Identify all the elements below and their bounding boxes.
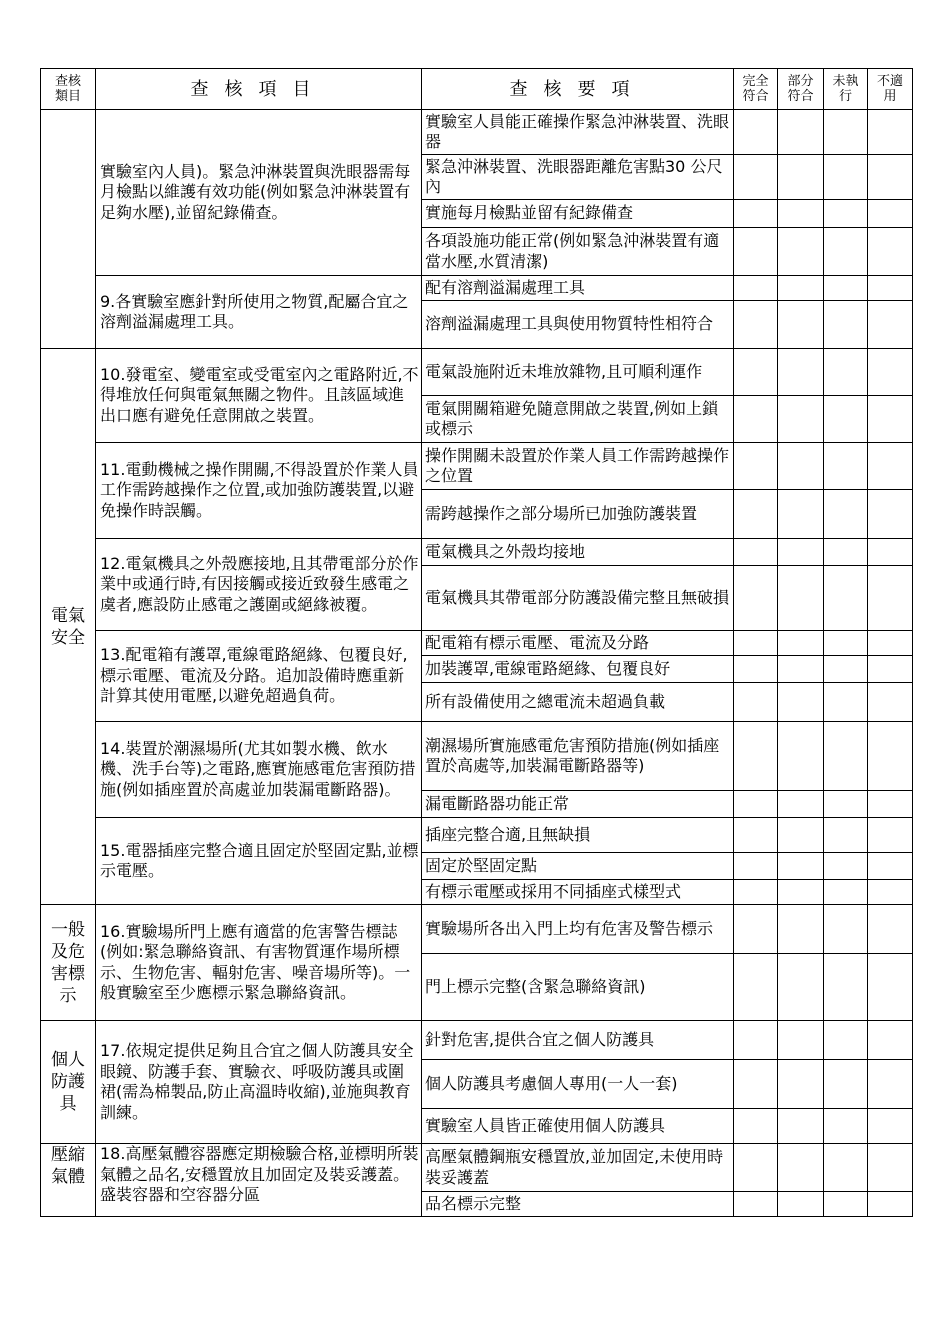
check-partial[interactable]: [778, 818, 824, 853]
check-full[interactable]: [734, 349, 778, 396]
check-na[interactable]: [868, 1144, 913, 1192]
check-not-done[interactable]: [824, 396, 868, 443]
req-cell: 需跨越操作之部分場所已加強防護裝置: [422, 490, 734, 539]
check-partial[interactable]: [778, 396, 824, 443]
check-full[interactable]: [734, 228, 778, 276]
check-not-done[interactable]: [824, 155, 868, 200]
req-cell: 加裝護罩,電線電路絕緣、包覆良好: [422, 656, 734, 683]
header-na: 不適 用: [868, 69, 913, 110]
check-not-done[interactable]: [824, 228, 868, 276]
header-partial: 部分 符合: [778, 69, 824, 110]
check-partial[interactable]: [778, 349, 824, 396]
req-cell: 實驗室人員能正確操作緊急沖淋裝置、洗眼器: [422, 110, 734, 155]
check-partial[interactable]: [778, 1192, 824, 1217]
check-partial[interactable]: [778, 905, 824, 954]
check-partial[interactable]: [778, 539, 824, 566]
req-cell: 電氣機具其帶電部分防護設備完整且無破損: [422, 566, 734, 631]
check-full[interactable]: [734, 1021, 778, 1060]
table-row: [41, 818, 913, 853]
check-not-done[interactable]: [824, 1021, 868, 1060]
item-cell: 15.電器插座完整合適且固定於堅固定點,並標示電壓。: [96, 818, 422, 905]
check-not-done[interactable]: [824, 110, 868, 155]
check-partial[interactable]: [778, 954, 824, 1021]
check-partial[interactable]: [778, 683, 824, 722]
table-row: [41, 631, 913, 656]
check-full[interactable]: [734, 1144, 778, 1192]
check-full[interactable]: [734, 110, 778, 155]
req-cell: 有標示電壓或採用不同插座式樣型式: [422, 880, 734, 905]
table-row: [41, 110, 913, 155]
req-cell: 溶劑溢漏處理工具與使用物質特性相符合: [422, 301, 734, 349]
check-not-done[interactable]: [824, 905, 868, 954]
req-cell: 高壓氣體鋼瓶安穩置放,並加固定,未使用時裝妥護蓋: [422, 1144, 734, 1192]
header-row: [41, 69, 913, 110]
check-partial[interactable]: [778, 301, 824, 349]
check-not-done[interactable]: [824, 880, 868, 905]
check-na[interactable]: [868, 539, 913, 566]
check-not-done[interactable]: [824, 1060, 868, 1109]
check-na[interactable]: [868, 905, 913, 954]
table-row: [41, 349, 913, 396]
req-cell: 實施每月檢點並留有紀錄備查: [422, 200, 734, 228]
check-partial[interactable]: [778, 880, 824, 905]
check-partial[interactable]: [778, 791, 824, 818]
check-full[interactable]: [734, 200, 778, 228]
check-full[interactable]: [734, 539, 778, 566]
item-cell: 10.發電室、變電室或受電室內之電路附近,不得堆放任何與電氣無關之物件。且該區域進出口應有避免任意開啟之裝置。: [96, 349, 422, 443]
req-cell: 潮濕場所實施感電危害預防措施(例如插座置於高處等,加裝漏電斷路器等): [422, 722, 734, 791]
check-partial[interactable]: [778, 1144, 824, 1192]
check-na[interactable]: [868, 228, 913, 276]
req-cell: 電氣開關箱避免隨意開啟之裝置,例如上鎖或標示: [422, 396, 734, 443]
header-requirement: 查核要項: [422, 69, 734, 110]
check-not-done[interactable]: [824, 954, 868, 1021]
check-not-done[interactable]: [824, 722, 868, 791]
req-cell: 固定於堅固定點: [422, 853, 734, 880]
check-full[interactable]: [734, 566, 778, 631]
item-cell: 實驗室內人員)。緊急沖淋裝置與洗眼器需每月檢點以維護有效功能(例如緊急沖淋裝置有足夠水壓),並留紀錄備查。: [96, 110, 422, 276]
check-na[interactable]: [868, 1109, 913, 1144]
check-partial[interactable]: [778, 722, 824, 791]
check-full[interactable]: [734, 905, 778, 954]
check-partial[interactable]: [778, 656, 824, 683]
check-not-done[interactable]: [824, 443, 868, 490]
check-partial[interactable]: [778, 1021, 824, 1060]
check-full[interactable]: [734, 631, 778, 656]
check-full[interactable]: [734, 396, 778, 443]
check-full[interactable]: [734, 791, 778, 818]
check-na[interactable]: [868, 656, 913, 683]
check-full[interactable]: [734, 1192, 778, 1217]
check-full[interactable]: [734, 853, 778, 880]
check-na[interactable]: [868, 818, 913, 853]
check-full[interactable]: [734, 276, 778, 301]
check-not-done[interactable]: [824, 276, 868, 301]
table-row: [41, 722, 913, 791]
check-full[interactable]: [734, 818, 778, 853]
check-partial[interactable]: [778, 200, 824, 228]
item-cell: 16.實驗場所門上應有適當的危害警告標誌(例如:緊急聯絡資訊、有害物質運作場所標示、生物危害、輻射危害、噪音場所等)。一般實驗室至少應標示緊急聯絡資訊。: [96, 905, 422, 1021]
table-row: [41, 443, 913, 490]
check-na[interactable]: [868, 155, 913, 200]
check-full[interactable]: [734, 656, 778, 683]
check-partial[interactable]: [778, 1109, 824, 1144]
check-na[interactable]: [868, 349, 913, 396]
check-not-done[interactable]: [824, 683, 868, 722]
check-full[interactable]: [734, 880, 778, 905]
check-na[interactable]: [868, 954, 913, 1021]
check-na[interactable]: [868, 631, 913, 656]
req-cell: 配有溶劑溢漏處理工具: [422, 276, 734, 301]
check-not-done[interactable]: [824, 631, 868, 656]
req-cell: 電氣機具之外殼均接地: [422, 539, 734, 566]
header-item: 查核項目: [96, 69, 422, 110]
check-partial[interactable]: [778, 1060, 824, 1109]
check-na[interactable]: [868, 200, 913, 228]
item-cell: 18.高壓氣體容器應定期檢驗合格,並標明所裝氣體之品名,安穩置放且加固定及裝妥護蓋。盛裝容器和空容器分區: [96, 1144, 422, 1217]
check-not-done[interactable]: [824, 301, 868, 349]
category-compressed-gas: 壓縮 氣體: [41, 1144, 96, 1217]
check-not-done[interactable]: [824, 1144, 868, 1192]
item-cell: 13.配電箱有護罩,電線電路絕緣、包覆良好,標示電壓、電流及分路。追加設備時應重新計算其使用電壓,以避免超過負荷。: [96, 631, 422, 722]
table-row: [41, 1021, 913, 1060]
check-full[interactable]: [734, 443, 778, 490]
check-na[interactable]: [868, 490, 913, 539]
req-cell: 配電箱有標示電壓、電流及分路: [422, 631, 734, 656]
item-cell: 17.依規定提供足夠且合宜之個人防護具安全眼鏡、防護手套、實驗衣、呼吸防護具或圍裙(需為棉製品,防止高溫時收縮),並施與教育訓練。: [96, 1021, 422, 1144]
item-cell: 14.裝置於潮濕場所(尤其如製水機、飲水機、洗手台等)之電路,應實施感電危害預防措施(例如插座置於高處並加裝漏電斷路器)。: [96, 722, 422, 818]
check-not-done[interactable]: [824, 1109, 868, 1144]
table-row: [41, 1144, 913, 1192]
check-full[interactable]: [734, 490, 778, 539]
header-not-done: 未執 行: [824, 69, 868, 110]
check-na[interactable]: [868, 683, 913, 722]
check-na[interactable]: [868, 880, 913, 905]
header-category: 查核 類目: [41, 69, 96, 110]
check-partial[interactable]: [778, 566, 824, 631]
table-row: [41, 905, 913, 954]
check-not-done[interactable]: [824, 539, 868, 566]
req-cell: 所有設備使用之總電流未超過負載: [422, 683, 734, 722]
check-na[interactable]: [868, 301, 913, 349]
check-full[interactable]: [734, 722, 778, 791]
check-partial[interactable]: [778, 631, 824, 656]
check-not-done[interactable]: [824, 349, 868, 396]
audit-table: [40, 68, 913, 1217]
req-cell: 插座完整合適,且無缺損: [422, 818, 734, 853]
check-not-done[interactable]: [824, 791, 868, 818]
check-full[interactable]: [734, 1109, 778, 1144]
check-na[interactable]: [868, 1192, 913, 1217]
category-ppe: 個人 防護 具: [41, 1021, 96, 1144]
check-partial[interactable]: [778, 276, 824, 301]
check-not-done[interactable]: [824, 853, 868, 880]
check-full[interactable]: [734, 155, 778, 200]
check-partial[interactable]: [778, 853, 824, 880]
req-cell: 針對危害,提供合宜之個人防護具: [422, 1021, 734, 1060]
req-cell: 漏電斷路器功能正常: [422, 791, 734, 818]
check-na[interactable]: [868, 443, 913, 490]
check-na[interactable]: [868, 853, 913, 880]
check-na[interactable]: [868, 791, 913, 818]
req-cell: 實驗場所各出入門上均有危害及警告標示: [422, 905, 734, 954]
check-full[interactable]: [734, 1060, 778, 1109]
check-partial[interactable]: [778, 155, 824, 200]
check-not-done[interactable]: [824, 818, 868, 853]
req-cell: 門上標示完整(含緊急聯絡資訊): [422, 954, 734, 1021]
check-na[interactable]: [868, 566, 913, 631]
category-cell: [41, 110, 96, 349]
check-partial[interactable]: [778, 110, 824, 155]
check-full[interactable]: [734, 301, 778, 349]
category-hazard-signage: 一般 及危 害標 示: [41, 905, 96, 1021]
item-cell: 9.各實驗室應針對所使用之物質,配屬合宜之溶劑溢漏處理工具。: [96, 276, 422, 349]
check-na[interactable]: [868, 396, 913, 443]
check-not-done[interactable]: [824, 566, 868, 631]
check-na[interactable]: [868, 1021, 913, 1060]
table-row: [41, 276, 913, 301]
category-electrical: 電氣 安全: [41, 349, 96, 905]
header-full: 完全 符合: [734, 69, 778, 110]
check-not-done[interactable]: [824, 200, 868, 228]
check-na[interactable]: [868, 276, 913, 301]
check-full[interactable]: [734, 954, 778, 1021]
check-partial[interactable]: [778, 443, 824, 490]
item-cell: 11.電動機械之操作開關,不得設置於作業人員工作需跨越操作之位置,或加強防護裝置,以避免操作時誤觸。: [96, 443, 422, 539]
check-partial[interactable]: [778, 228, 824, 276]
check-na[interactable]: [868, 722, 913, 791]
check-full[interactable]: [734, 683, 778, 722]
req-cell: 品名標示完整: [422, 1192, 734, 1217]
req-cell: 個人防護具考慮個人專用(一人一套): [422, 1060, 734, 1109]
check-partial[interactable]: [778, 490, 824, 539]
check-na[interactable]: [868, 1060, 913, 1109]
req-cell: 緊急沖淋裝置、洗眼器距離危害點30 公尺內: [422, 155, 734, 200]
check-na[interactable]: [868, 110, 913, 155]
req-cell: 各項設施功能正常(例如緊急沖淋裝置有適當水壓,水質清潔): [422, 228, 734, 276]
table-row: [41, 539, 913, 566]
req-cell: 電氣設施附近未堆放雜物,且可順利運作: [422, 349, 734, 396]
check-not-done[interactable]: [824, 490, 868, 539]
req-cell: 實驗室人員皆正確使用個人防護具: [422, 1109, 734, 1144]
req-cell: 操作開關未設置於作業人員工作需跨越操作之位置: [422, 443, 734, 490]
check-not-done[interactable]: [824, 1192, 868, 1217]
item-cell: 12.電氣機具之外殼應接地,且其帶電部分於作業中或通行時,有因接觸或接近致發生感電之虞者,應設防止感電之護圍或絕緣被覆。: [96, 539, 422, 631]
check-not-done[interactable]: [824, 656, 868, 683]
